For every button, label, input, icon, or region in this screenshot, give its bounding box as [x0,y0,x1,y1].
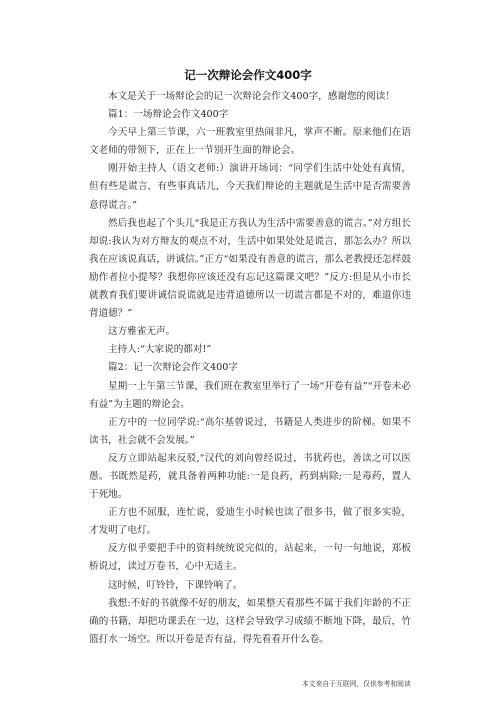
body-paragraph: 反方立即站起来反驳,“汉代的刘向曾经说过，书犹药也，善读之可以医愚。书既然是药，就具备着两种功能:一是良药，药到病除;一是毒药，置人于死地。 [89,452,411,501]
body-paragraph: 正方也不屈服，连忙说，爱迪生小时候也读了很多书，做了很多实验，才发明了电灯。 [89,507,411,537]
body-paragraph: 我想:不好的书就像不好的朋友，如果整天看那些不属于我们年龄的不正确的书籍，却把功课丢在一边，这样会导致学习成绩不断地下降，最后，竹篮打水一场空。所以开卷是否有益，得先看看开什么卷。 [89,597,411,645]
section-heading-1: 篇1：一场辩论会作文400字 [108,109,229,121]
section-heading-2: 篇2：记一次辩论会作文400字 [108,362,238,374]
body-paragraph: 刚开始主持人（语文老师:）演讲开场词：“同学们生活中处处有真情，但有些是谎言，有些事真话儿，今天我们辩论的主题就是生活中是否需要善意得谎言。” [89,163,411,211]
body-paragraph: 今天早上第三节课，六一班教室里热闹非凡，掌声不断。原来他们在语文老师的带领下，正在上一节别开生面的辩论会。 [89,127,411,157]
body-paragraph: 反方似乎要把手中的资料统统说完似的，站起来，一句一句地说，郑板桥说过，读过万卷书，心中无适主。 [89,543,411,573]
body-paragraph: 这方雅雀无声。 [108,326,176,338]
body-paragraph: 正方中的一位同学说:“高尔基曾说过，书籍是人类进步的阶梯。如果不读书，社会就不会发展。” [89,416,411,446]
body-paragraph: 然后我也起了个头儿“我是正方我认为生活中需要善意的谎言。”对方组长却说:我认为对方辩友的观点不对，生活中如果处处是谎言，那怎么办？所以我在应该说真话，讲诚信。”正方“如果没有善意的谎言，那么老教授还怎样鼓励作者拉小提琴？我想你应该还没有忘记这篇课文吧？”反方:但是从小市长就教育我们要讲诚信说谎就是违背道德所以一切谎言都是不对的，难道你违背道德？” [89,217,411,320]
body-paragraph: 星期一上午第三节课，我们班在教室里举行了一场“开卷有益”“开卷未必有益”为主题的辩论会。 [89,380,411,410]
body-paragraph: 这时候，叮铃铃，下课铃响了。 [108,579,243,591]
document-body [89,88,411,649]
footer-note: 本文来自于互联网，仅供参考和阅读 [302,680,411,688]
body-paragraph: 主持人:“大家说的都对!” [108,344,212,356]
intro-paragraph: 本文是关于一场辩论会的记一次辩论会作文400字，感谢您的阅读！ [108,91,395,102]
document-title: 记一次辩论会作文400字 [184,68,312,82]
